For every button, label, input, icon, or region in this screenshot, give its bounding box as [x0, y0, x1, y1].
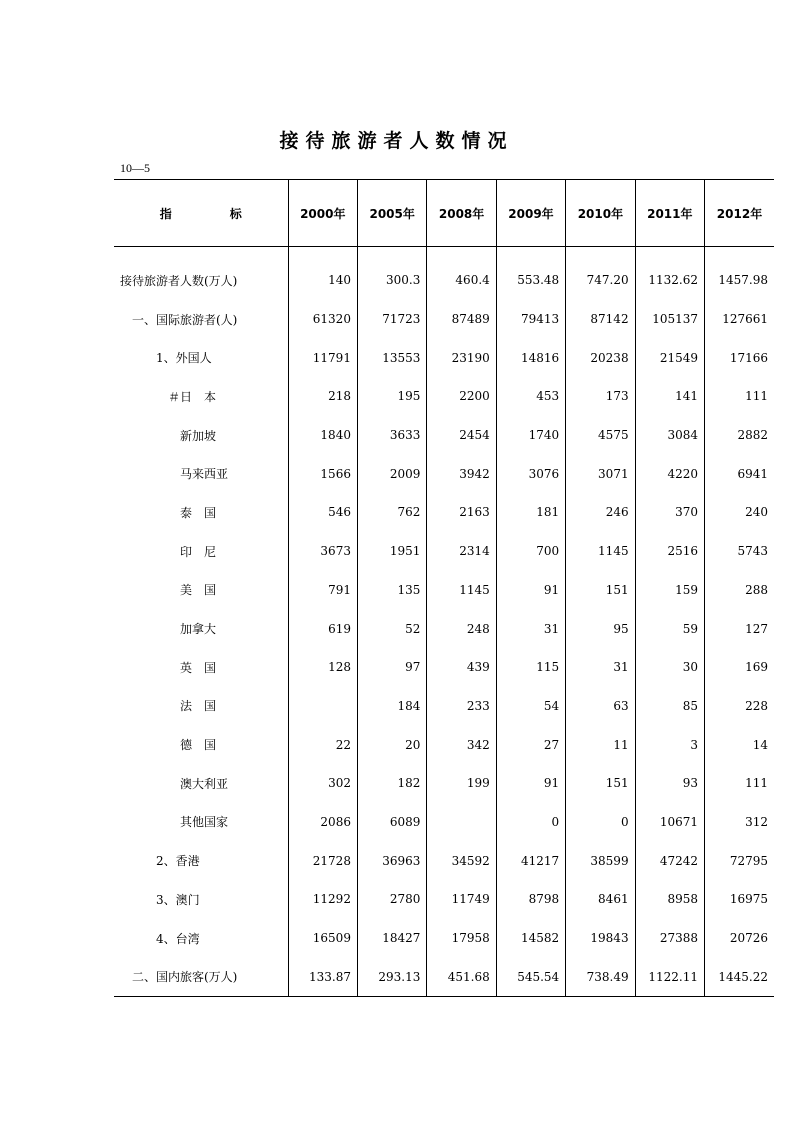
value-cell: 115	[496, 648, 565, 687]
value-cell: 3084	[635, 416, 704, 455]
value-cell: 3	[635, 725, 704, 764]
table-row	[114, 454, 774, 493]
value-cell: 248	[427, 609, 496, 648]
value-cell: 181	[496, 493, 565, 532]
value-cell: 195	[357, 377, 426, 416]
year-header: 2009年	[496, 180, 565, 247]
table-row	[114, 571, 774, 610]
value-cell: 2200	[427, 377, 496, 416]
value-cell: 293.13	[357, 957, 426, 996]
value-cell: 13553	[357, 338, 426, 377]
indicator-header: 指 标	[114, 180, 288, 247]
value-cell: 34592	[427, 841, 496, 880]
value-cell: 27388	[635, 919, 704, 958]
value-cell: 288	[705, 571, 775, 610]
value-cell: 342	[427, 725, 496, 764]
value-cell: 1132.62	[635, 247, 704, 300]
value-cell: 127661	[705, 300, 775, 339]
value-cell: 439	[427, 648, 496, 687]
value-cell: 3076	[496, 454, 565, 493]
value-cell: 91	[496, 764, 565, 803]
value-cell: 47242	[635, 841, 704, 880]
value-cell: 87489	[427, 300, 496, 339]
value-cell: 300.3	[357, 247, 426, 300]
value-cell: 27	[496, 725, 565, 764]
row-label: 二、国内旅客(万人)	[114, 957, 288, 996]
table-row	[114, 493, 774, 532]
row-label: 德 国	[180, 738, 217, 753]
year-header: 2005年	[357, 180, 426, 247]
value-cell: 2882	[705, 416, 775, 455]
value-cell: 6941	[705, 454, 775, 493]
value-cell: 52	[357, 609, 426, 648]
table-row	[114, 880, 774, 919]
value-cell: 17958	[427, 919, 496, 958]
value-cell: 11	[566, 725, 635, 764]
row-label: 接待旅游者人数(万人)	[120, 273, 238, 288]
value-cell: 0	[496, 803, 565, 842]
value-cell: 10671	[635, 803, 704, 842]
header-row	[114, 180, 774, 247]
value-cell: 8461	[566, 880, 635, 919]
value-cell: 184	[357, 687, 426, 726]
value-cell: 141	[635, 377, 704, 416]
value-cell: 182	[357, 764, 426, 803]
value-cell: 30	[635, 648, 704, 687]
value-cell: 11791	[288, 338, 357, 377]
row-label: 2、香港	[156, 854, 200, 869]
value-cell: 87142	[566, 300, 635, 339]
page-title: 接待旅游者人数情况	[279, 130, 514, 152]
value-cell: 128	[288, 648, 357, 687]
value-cell: 95	[566, 609, 635, 648]
value-cell: 14	[705, 725, 775, 764]
value-cell: 97	[357, 648, 426, 687]
value-cell: 2454	[427, 416, 496, 455]
year-header: 2011年	[635, 180, 704, 247]
row-label: 泰 国	[180, 505, 217, 520]
value-cell: 312	[705, 803, 775, 842]
value-cell: 553.48	[496, 247, 565, 300]
value-cell: 762	[357, 493, 426, 532]
row-label: 英 国	[180, 660, 217, 675]
value-cell: 370	[635, 493, 704, 532]
value-cell: 8798	[496, 880, 565, 919]
row-label: 马来西亚	[180, 467, 229, 482]
table-row	[114, 609, 774, 648]
value-cell: 19843	[566, 919, 635, 958]
value-cell: 4220	[635, 454, 704, 493]
value-cell: 93	[635, 764, 704, 803]
value-cell: 233	[427, 687, 496, 726]
row-label: 加拿大	[180, 622, 217, 637]
value-cell: 2009	[357, 454, 426, 493]
value-cell: 21728	[288, 841, 357, 880]
value-cell: 18427	[357, 919, 426, 958]
value-cell: 3673	[288, 532, 357, 571]
value-cell: 5743	[705, 532, 775, 571]
row-label: 印 尼	[180, 544, 217, 559]
value-cell: 61320	[288, 300, 357, 339]
value-cell: 11749	[427, 880, 496, 919]
value-cell: 72795	[705, 841, 775, 880]
table-row	[114, 803, 774, 842]
table-row	[114, 247, 774, 300]
value-cell: 1740	[496, 416, 565, 455]
value-cell: 20	[357, 725, 426, 764]
value-cell: 3942	[427, 454, 496, 493]
value-cell: 1566	[288, 454, 357, 493]
value-cell: 3633	[357, 416, 426, 455]
value-cell: 1951	[357, 532, 426, 571]
value-cell: 71723	[357, 300, 426, 339]
value-cell: 31	[496, 609, 565, 648]
value-cell: 111	[705, 377, 775, 416]
year-header: 2008年	[427, 180, 496, 247]
value-cell: 2314	[427, 532, 496, 571]
table-row	[114, 841, 774, 880]
table-row	[114, 687, 774, 726]
value-cell: 199	[427, 764, 496, 803]
value-cell: 1840	[288, 416, 357, 455]
row-label: 3、澳门	[156, 892, 200, 907]
value-cell: 135	[357, 571, 426, 610]
value-cell: 546	[288, 493, 357, 532]
value-cell: 545.54	[496, 957, 565, 996]
value-cell: 79413	[496, 300, 565, 339]
value-cell: 59	[635, 609, 704, 648]
value-cell: 54	[496, 687, 565, 726]
value-cell: 127	[705, 609, 775, 648]
value-cell	[288, 687, 357, 726]
value-cell: 302	[288, 764, 357, 803]
value-cell: 700	[496, 532, 565, 571]
table-row	[114, 416, 774, 455]
value-cell: 1145	[427, 571, 496, 610]
value-cell: 451.68	[427, 957, 496, 996]
value-cell: 17166	[705, 338, 775, 377]
year-header: 2010年	[566, 180, 635, 247]
row-label: 4、台湾	[156, 931, 200, 946]
value-cell: 36963	[357, 841, 426, 880]
value-cell: 2780	[357, 880, 426, 919]
table-row	[114, 919, 774, 958]
value-cell: 105137	[635, 300, 704, 339]
table-row	[114, 300, 774, 339]
value-cell: 240	[705, 493, 775, 532]
value-cell: 14582	[496, 919, 565, 958]
value-cell: 173	[566, 377, 635, 416]
value-cell: 140	[288, 247, 357, 300]
row-label: 法 国	[180, 699, 217, 714]
value-cell: 63	[566, 687, 635, 726]
row-label: 新加坡	[180, 428, 217, 443]
value-cell: 2163	[427, 493, 496, 532]
value-cell: 0	[566, 803, 635, 842]
table-row	[114, 532, 774, 571]
value-cell: 23190	[427, 338, 496, 377]
row-label: ＃日 本	[168, 389, 217, 404]
table-row	[114, 725, 774, 764]
value-cell: 4575	[566, 416, 635, 455]
value-cell: 31	[566, 648, 635, 687]
table-body	[114, 247, 774, 997]
value-cell: 151	[566, 571, 635, 610]
value-cell: 460.4	[427, 247, 496, 300]
value-cell: 22	[288, 725, 357, 764]
year-header: 2000年	[288, 180, 357, 247]
value-cell: 21549	[635, 338, 704, 377]
row-label: 其他国家	[180, 815, 229, 830]
value-cell: 218	[288, 377, 357, 416]
row-label: 美 国	[180, 583, 217, 598]
value-cell: 1445.22	[705, 957, 775, 996]
value-cell: 738.49	[566, 957, 635, 996]
value-cell: 1122.11	[635, 957, 704, 996]
value-cell: 453	[496, 377, 565, 416]
value-cell: 6089	[357, 803, 426, 842]
table-row	[114, 764, 774, 803]
row-label: 澳大利亚	[180, 776, 229, 791]
value-cell: 20238	[566, 338, 635, 377]
value-cell: 1457.98	[705, 247, 775, 300]
value-cell: 20726	[705, 919, 775, 958]
value-cell: 41217	[496, 841, 565, 880]
value-cell: 16509	[288, 919, 357, 958]
value-cell: 747.20	[566, 247, 635, 300]
row-label: 一、国际旅游者(人)	[132, 312, 238, 327]
statistics-table	[114, 179, 774, 997]
value-cell: 2086	[288, 803, 357, 842]
value-cell: 14816	[496, 338, 565, 377]
row-label: 1、外国人	[156, 351, 212, 366]
value-cell: 133.87	[288, 957, 357, 996]
table-row	[114, 338, 774, 377]
table-row	[114, 377, 774, 416]
value-cell: 11292	[288, 880, 357, 919]
value-cell	[427, 803, 496, 842]
table-row	[114, 957, 774, 996]
value-cell: 91	[496, 571, 565, 610]
value-cell: 169	[705, 648, 775, 687]
value-cell: 151	[566, 764, 635, 803]
value-cell: 2516	[635, 532, 704, 571]
table-number: 10—5	[120, 161, 150, 175]
value-cell: 38599	[566, 841, 635, 880]
value-cell: 1145	[566, 532, 635, 571]
value-cell: 246	[566, 493, 635, 532]
value-cell: 159	[635, 571, 704, 610]
value-cell: 619	[288, 609, 357, 648]
value-cell: 85	[635, 687, 704, 726]
value-cell: 228	[705, 687, 775, 726]
value-cell: 111	[705, 764, 775, 803]
value-cell: 3071	[566, 454, 635, 493]
year-header: 2012年	[705, 180, 775, 247]
value-cell: 16975	[705, 880, 775, 919]
value-cell: 8958	[635, 880, 704, 919]
value-cell: 791	[288, 571, 357, 610]
table-row	[114, 648, 774, 687]
